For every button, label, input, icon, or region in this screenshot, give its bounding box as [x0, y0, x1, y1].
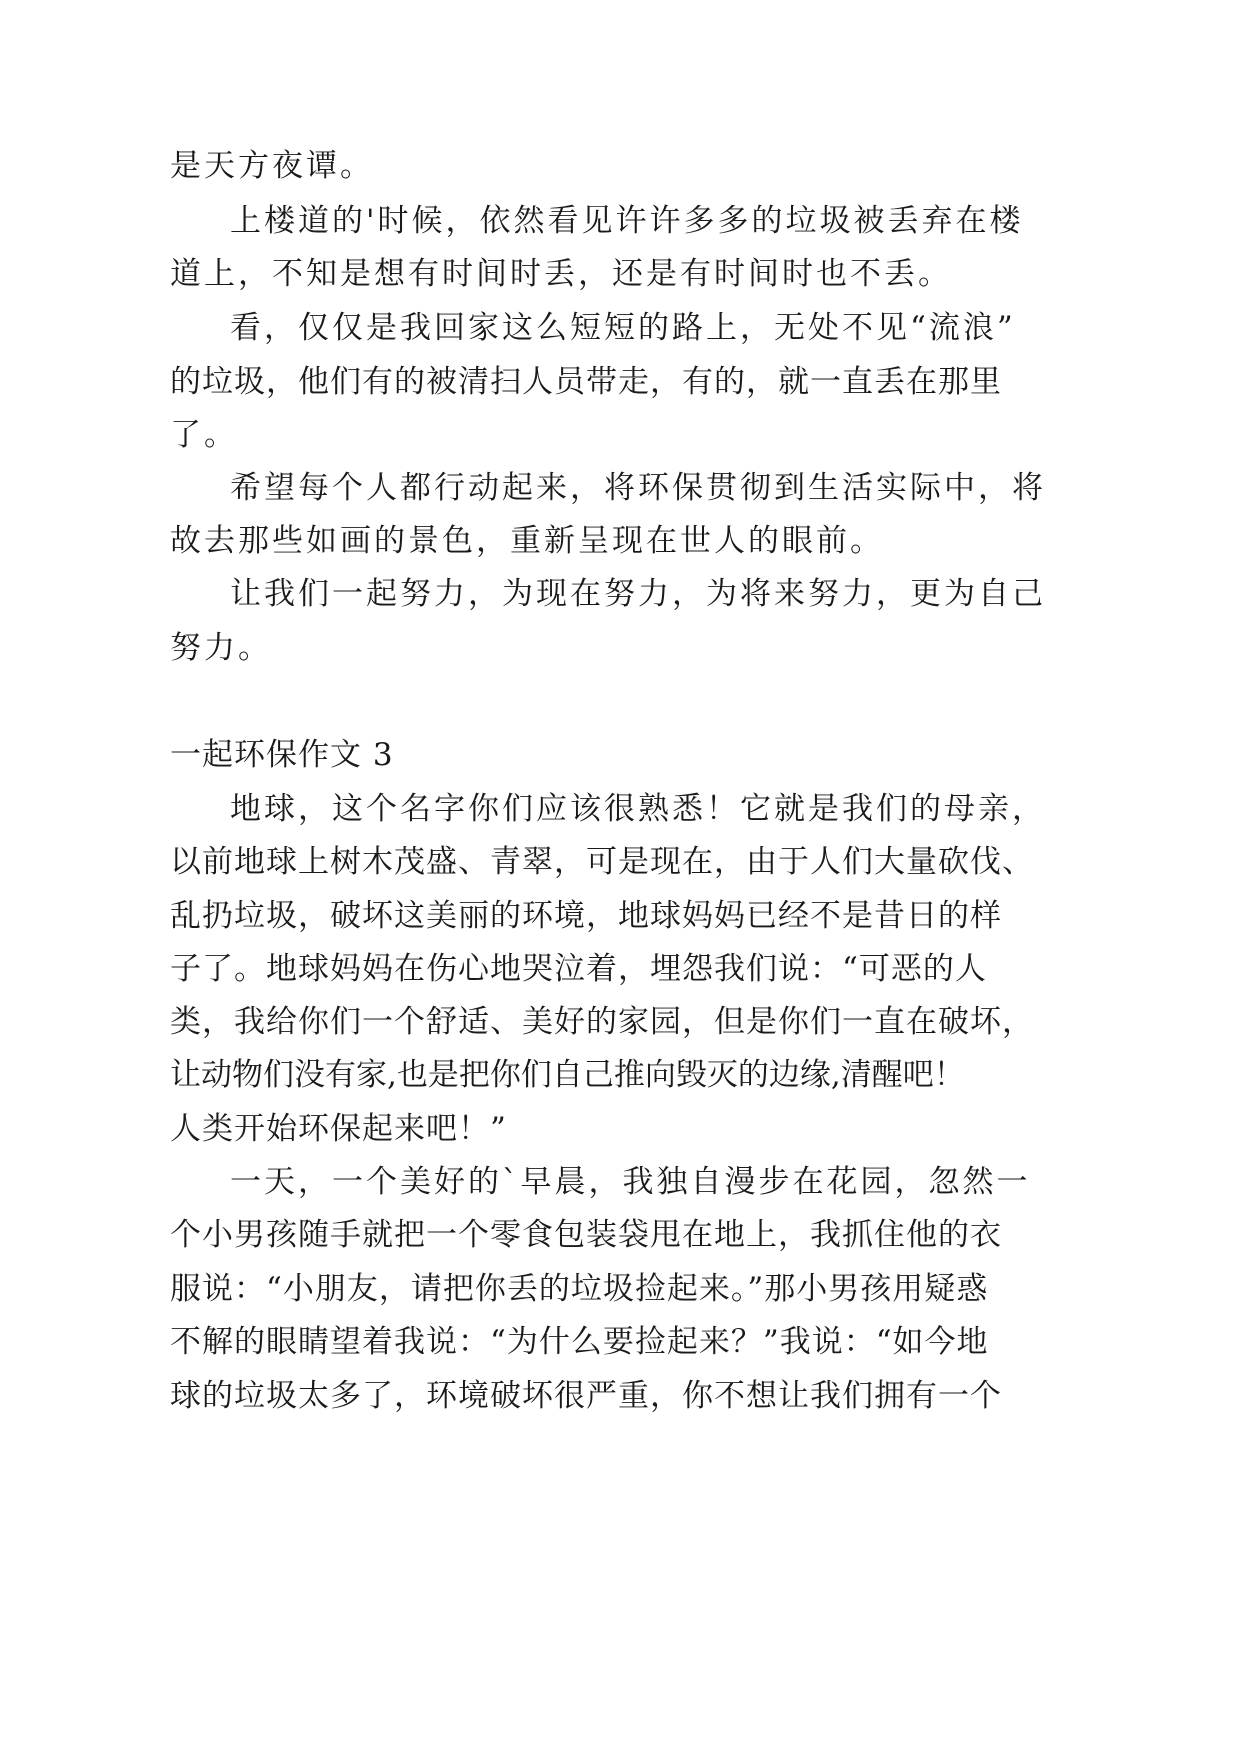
- paragraph-start-line: 看，仅仅是我回家这么短短的路上，无处不见“流浪”: [230, 310, 1016, 346]
- text-line: 球的垃圾太多了，环境破坏很严重，你不想让我们拥有一个: [170, 1378, 1002, 1414]
- section-heading: 一起环保作文 3: [170, 737, 394, 773]
- paragraph-start-line: 地球，这个名字你们应该很熟悉！它就是我们的母亲，: [230, 791, 1046, 827]
- text-line: 道上，不知是想有时间时丢，还是有时间时也不丢。: [170, 256, 952, 292]
- text-line: 让动物们没有家,也是把你们自己推向毁灭的边缘,清醒吧！: [170, 1057, 965, 1093]
- text-line: 类，我给你们一个舒适、美好的家园，但是你们一直在破坏，: [170, 1004, 1034, 1040]
- text-line: 乱扔垃圾，破坏这美丽的环境，地球妈妈已经不是昔日的样: [170, 898, 1002, 934]
- text-line: 不解的眼睛望着我说：“为什么要捡起来？”我说：“如今地: [170, 1324, 989, 1360]
- paragraph-start-line: 让我们一起努力，为现在努力，为将来努力，更为自己: [230, 576, 1046, 612]
- text-line: 故去那些如画的景色，重新呈现在世人的眼前。: [170, 523, 884, 559]
- paragraph-start-line: 一天，一个美好的`早晨，我独自漫步在花园，忽然一: [230, 1164, 1031, 1200]
- paragraph-start-line: 上楼道的'时候，依然看见许许多多的垃圾被丢弃在楼: [230, 203, 1024, 239]
- text-line-1: 是天方夜谭。: [170, 148, 374, 184]
- text-line: 了。: [170, 417, 238, 453]
- paragraph-start-line: 希望每个人都行动起来，将环保贯彻到生活实际中，将: [230, 470, 1046, 506]
- text-line: 努力。: [170, 630, 272, 666]
- text-line: 以前地球上树木茂盛、青翠，可是现在，由于人们大量砍伐、: [170, 844, 1034, 880]
- text-line: 的垃圾，他们有的被清扫人员带走，有的，就一直丢在那里: [170, 364, 1002, 400]
- text-line: 个小男孩随手就把一个零食包装袋甩在地上，我抓住他的衣: [170, 1217, 1002, 1253]
- text-line: 子了。地球妈妈在伤心地哭泣着，埋怨我们说：“可恶的人: [170, 951, 987, 987]
- text-line: 服说：“小朋友，请把你丢的垃圾捡起来。”那小男孩用疑惑: [170, 1271, 989, 1307]
- text-line: 人类开始环保起来吧！”: [170, 1111, 507, 1147]
